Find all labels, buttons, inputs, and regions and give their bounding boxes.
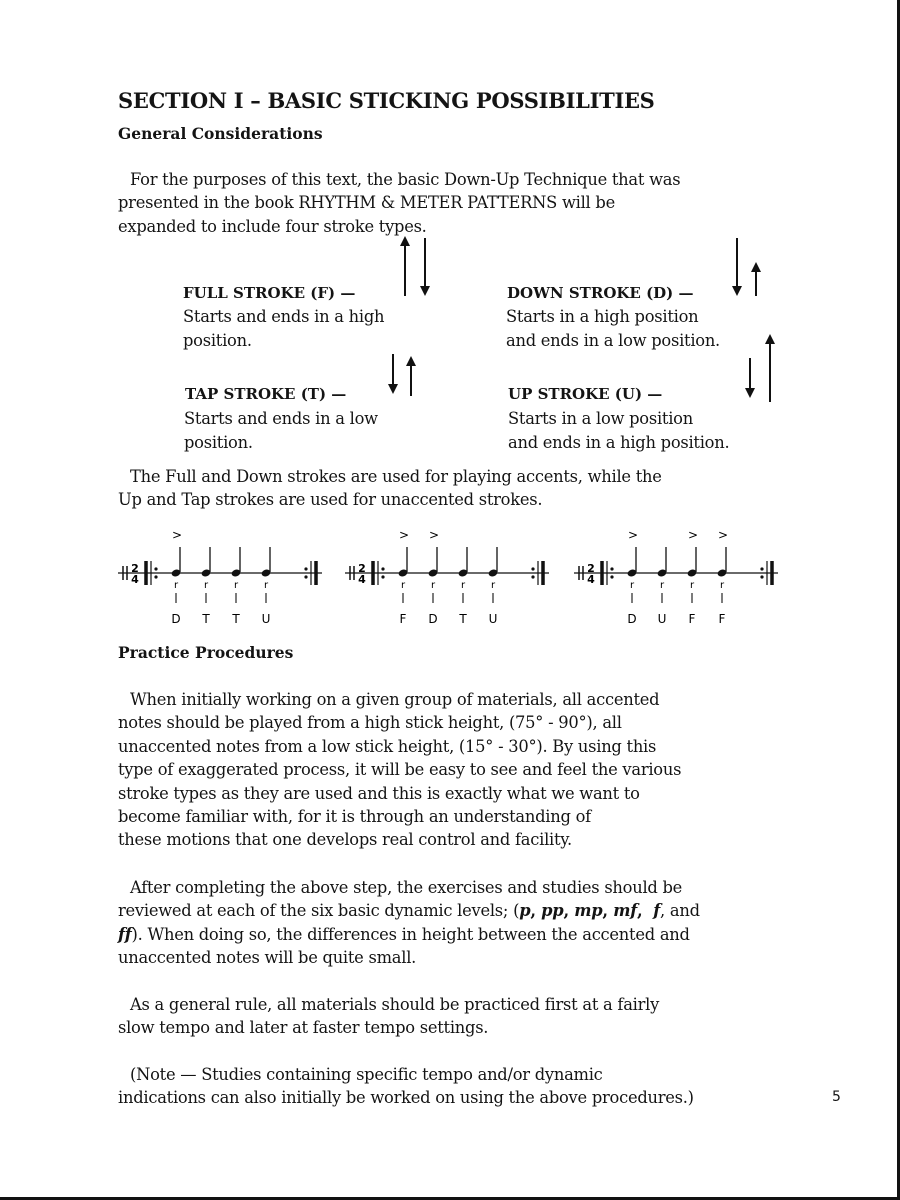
up-stroke-line: and ends in a high position. (508, 432, 730, 452)
tap-stroke-arrows-icon (382, 352, 422, 398)
full-stroke-line: position. (183, 330, 252, 350)
repeat-dot (531, 567, 534, 570)
dynamic-pp: pp (541, 901, 564, 921)
full-stroke-title: FULL STROKE (F) — (183, 284, 356, 302)
up-stroke-description (508, 407, 729, 454)
hand-letter: r (203, 580, 209, 591)
hand-letter: r (490, 580, 496, 591)
dynamic-ff: ff (118, 924, 132, 944)
hand-letter: r (659, 580, 665, 591)
section-title: SECTION I – BASIC STICKING POSSIBILITIES (118, 88, 655, 113)
accent-paragraph (118, 465, 798, 512)
sticking-letter: T (232, 612, 240, 626)
accent-mark: > (398, 528, 410, 542)
page-number: 5 (832, 1089, 841, 1105)
repeat-dot (154, 575, 157, 578)
note-line: (Note — Studies containing specific tempo and/or dynamic (130, 1065, 603, 1084)
accent-mark: > (687, 528, 699, 542)
down-stroke-line: Starts in a high position (506, 307, 699, 326)
sticking-examples-notation (110, 525, 790, 635)
sticking-letter: U (657, 612, 667, 626)
hand-letter: r (430, 580, 436, 591)
up-stroke-arrows-icon (740, 330, 780, 404)
hand-letter: r (719, 580, 725, 591)
practice-line: As a general rule, all materials should be practiced first at a fairly (130, 995, 660, 1014)
repeat-dot (531, 575, 534, 578)
tap-stroke-line: Starts and ends in a low (184, 409, 378, 428)
sticking-letter: U (488, 612, 498, 626)
tap-stroke-title: TAP STROKE (T) — (185, 385, 347, 403)
down-stroke-description (506, 305, 720, 352)
repeat-dot (154, 567, 157, 570)
sticking-letter: T (459, 612, 467, 626)
note-line: indications can also initially be worked on using the above procedures.) (118, 1088, 694, 1108)
full-stroke-description (183, 305, 384, 352)
repeat-dot (381, 567, 384, 570)
full-stroke-arrows-icon (396, 236, 436, 298)
time-signature-bottom: 4 (358, 573, 366, 586)
down-stroke-line: and ends in a low position. (506, 330, 720, 350)
dynamics-trail-text: ). When doing so, the differences in height between the accented and (131, 924, 690, 944)
hand-letter: r (173, 580, 179, 591)
practice-paragraph-3 (118, 993, 798, 1040)
hand-letter: r (460, 580, 466, 591)
practice-line: these motions that one develops real control and facility. (118, 830, 572, 850)
down-stroke-title: DOWN STROKE (D) — (507, 284, 694, 302)
tap-stroke-line: position. (184, 432, 253, 452)
practice-paragraph-2 (118, 876, 798, 970)
accent-line: Up and Tap strokes are used for unaccented strokes. (118, 490, 543, 510)
sticking-letter: F (688, 612, 696, 626)
time-signature-top: 2 (358, 562, 366, 575)
hand-letter: r (689, 580, 695, 591)
time-signature-top: 2 (587, 562, 595, 575)
practice-line: unaccented notes will be quite small. (118, 948, 417, 968)
repeat-dot (610, 567, 613, 570)
practice-paragraph-1 (118, 688, 798, 852)
practice-line: slow tempo and later at faster tempo settings. (118, 1018, 489, 1038)
hand-letter: r (233, 580, 239, 591)
sticking-letter: T (202, 612, 210, 626)
accent-mark: > (428, 528, 440, 542)
accent-line: The Full and Down strokes are used for playing accents, while the (130, 467, 662, 486)
accent-mark: > (627, 528, 639, 542)
intro-paragraph (118, 168, 798, 238)
accent-mark: > (717, 528, 729, 542)
repeat-dot (304, 567, 307, 570)
dynamic-f: f (653, 901, 661, 921)
tap-stroke-description (184, 407, 378, 454)
repeat-dot (760, 567, 763, 570)
repeat-dot (610, 575, 613, 578)
intro-line: presented in the book RHYTHM & METER PATTERNS will be (118, 193, 615, 213)
time-signature-bottom: 4 (587, 573, 595, 586)
dynamic-mp: mp (574, 901, 603, 921)
sticking-letter: D (428, 612, 438, 626)
practice-line: type of exaggerated process, it will be easy to see and feel the various (118, 760, 682, 780)
practice-line: unaccented notes from a low stick height, (15° - 30°). By using this (118, 736, 657, 756)
dynamics-lead-text: reviewed at each of the six basic dynamic levels; ( (118, 901, 520, 921)
dynamics-and-word: and (669, 901, 700, 921)
sticking-letter: U (261, 612, 271, 626)
dynamic-p: p (519, 901, 531, 921)
repeat-dot (304, 575, 307, 578)
accent-mark: > (171, 528, 183, 542)
intro-line: expanded to include four stroke types. (118, 216, 427, 236)
practice-line: become familiar with, for it is through an understanding of (118, 807, 591, 827)
practice-line: notes should be played from a high stick height, (75° - 90°), all (118, 713, 622, 733)
practice-procedures-heading: Practice Procedures (118, 643, 294, 662)
general-considerations-heading: General Considerations (118, 124, 323, 143)
up-stroke-title: UP STROKE (U) — (508, 385, 663, 403)
sticking-letter: D (627, 612, 637, 626)
down-stroke-arrows-icon (728, 236, 768, 298)
hand-letter: r (400, 580, 406, 591)
note-paragraph (118, 1063, 798, 1110)
sticking-letter: D (171, 612, 181, 626)
sticking-letter: F (718, 612, 726, 626)
hand-letter: r (629, 580, 635, 591)
practice-line: After completing the above step, the exercises and studies should be (130, 878, 683, 897)
practice-line: When initially working on a given group of materials, all accented (130, 690, 660, 709)
practice-line: stroke types as they are used and this is exactly what we want to (118, 783, 640, 803)
repeat-dot (381, 575, 384, 578)
repeat-dot (760, 575, 763, 578)
up-stroke-line: Starts in a low position (508, 409, 693, 428)
dynamics-line: reviewed at each of the six basic dynamic levels; (p, pp, mp, mf, f, and (118, 901, 700, 921)
hand-letter: r (263, 580, 269, 591)
full-stroke-line: Starts and ends in a high (183, 307, 385, 326)
time-signature-bottom: 4 (131, 573, 139, 586)
sticking-letter: F (399, 612, 407, 626)
time-signature-top: 2 (131, 562, 139, 575)
intro-line: For the purposes of this text, the basic Down-Up Technique that was (130, 170, 681, 189)
dynamic-mf: mf (613, 901, 637, 921)
dynamics-line-end (118, 923, 798, 946)
